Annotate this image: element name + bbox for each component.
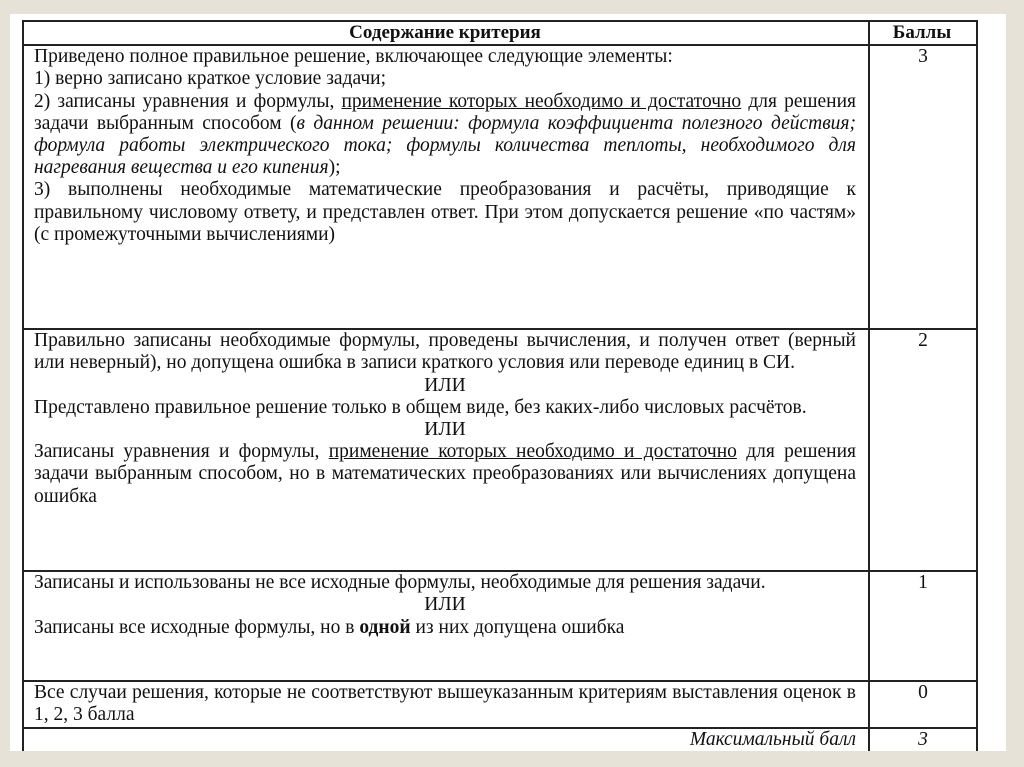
text-segment: для решения задачи выбранным способом ( <box>34 90 856 134</box>
text-segment: Все случаи решения, которые не соответствуют вышеуказанным критериям выставления оценок в 1, 2, 3 балла <box>34 682 856 726</box>
criterion-paragraph <box>34 68 856 90</box>
table-row <box>23 571 977 681</box>
text-segment: одной <box>359 616 411 638</box>
text-segment: применение которых необходимо и достаточно <box>341 90 742 112</box>
points-cell: 3 <box>869 45 977 329</box>
criterion-paragraph <box>34 330 856 374</box>
header-criterion: Содержание критерия <box>23 21 869 45</box>
text-segment: для решения задачи выбранным способом, но в математических преобразованиях или вычислениях допущена ошибка <box>34 441 856 507</box>
criterion-paragraph <box>34 682 856 726</box>
criteria-table <box>22 20 978 751</box>
text-segment: Правильно записаны необходимые формулы, проведены вычисления, и получен ответ (верный или неверный), но допущена ошибка в записи краткого условия или переводе единиц в СИ. <box>34 330 856 374</box>
criterion-cell <box>23 329 869 571</box>
text-segment: Приведено полное правильное решение, включающее следующие элементы: <box>34 46 673 68</box>
or-separator <box>34 594 856 616</box>
points-cell: 0 <box>869 681 977 727</box>
slide <box>10 14 1006 751</box>
max-score-value: 3 <box>869 728 977 751</box>
text-segment: применение которых необходимо и достаточно <box>328 441 737 463</box>
criterion-cell <box>23 571 869 681</box>
text-segment: 2) записаны уравнения и формулы, <box>34 90 342 112</box>
criterion-cell <box>23 45 869 329</box>
points-cell: 2 <box>869 329 977 571</box>
text-segment: Записаны все исходные формулы, но в <box>34 616 360 638</box>
table-row <box>23 45 977 329</box>
or-separator <box>34 375 856 397</box>
text-segment: Записаны и использованы не все исходные формулы, необходимые для решения задачи. <box>34 572 766 594</box>
text-segment: ИЛИ <box>424 594 466 616</box>
text-segment: 3) выполнены необходимые математические преобразования и расчёты, приводящие к правильному числовому ответу, и представлен ответ. При этом допускается решение «по частям» (с промежуточными вычислениями) <box>34 179 856 245</box>
or-separator <box>34 419 856 441</box>
max-score-label-cell <box>23 728 869 751</box>
table-footer-row <box>23 728 977 751</box>
criterion-paragraph <box>34 572 856 594</box>
criterion-paragraph <box>34 179 856 246</box>
criterion-paragraph <box>34 617 856 639</box>
points-cell: 1 <box>869 571 977 681</box>
header-points: Баллы <box>869 21 977 45</box>
text-segment: Представлено правильное решение только в общем виде, без каких-либо числовых расчётов. <box>34 396 807 418</box>
text-segment: ИЛИ <box>424 374 466 396</box>
table-row <box>23 681 977 727</box>
table-row <box>23 329 977 571</box>
criterion-paragraph <box>34 397 856 419</box>
criterion-paragraph <box>34 441 856 508</box>
text-segment: ИЛИ <box>424 419 466 441</box>
text-segment: из них допущена ошибка <box>410 616 625 638</box>
max-score-label: Максимальный балл <box>689 728 856 750</box>
table-header-row <box>23 21 977 45</box>
criterion-paragraph <box>34 91 856 180</box>
text-segment: 1) верно записано краткое условие задачи; <box>34 68 387 90</box>
criterion-cell <box>23 681 869 727</box>
text-segment: в данном решении: формула коэффициента полезного действия; формула работы электрического тока; формулы количества теплоты, необходимого для нагревания вещества и его кипения <box>34 112 856 179</box>
text-segment: ); <box>328 157 341 179</box>
criterion-paragraph <box>34 46 856 68</box>
text-segment: Записаны уравнения и формулы, <box>34 441 329 463</box>
